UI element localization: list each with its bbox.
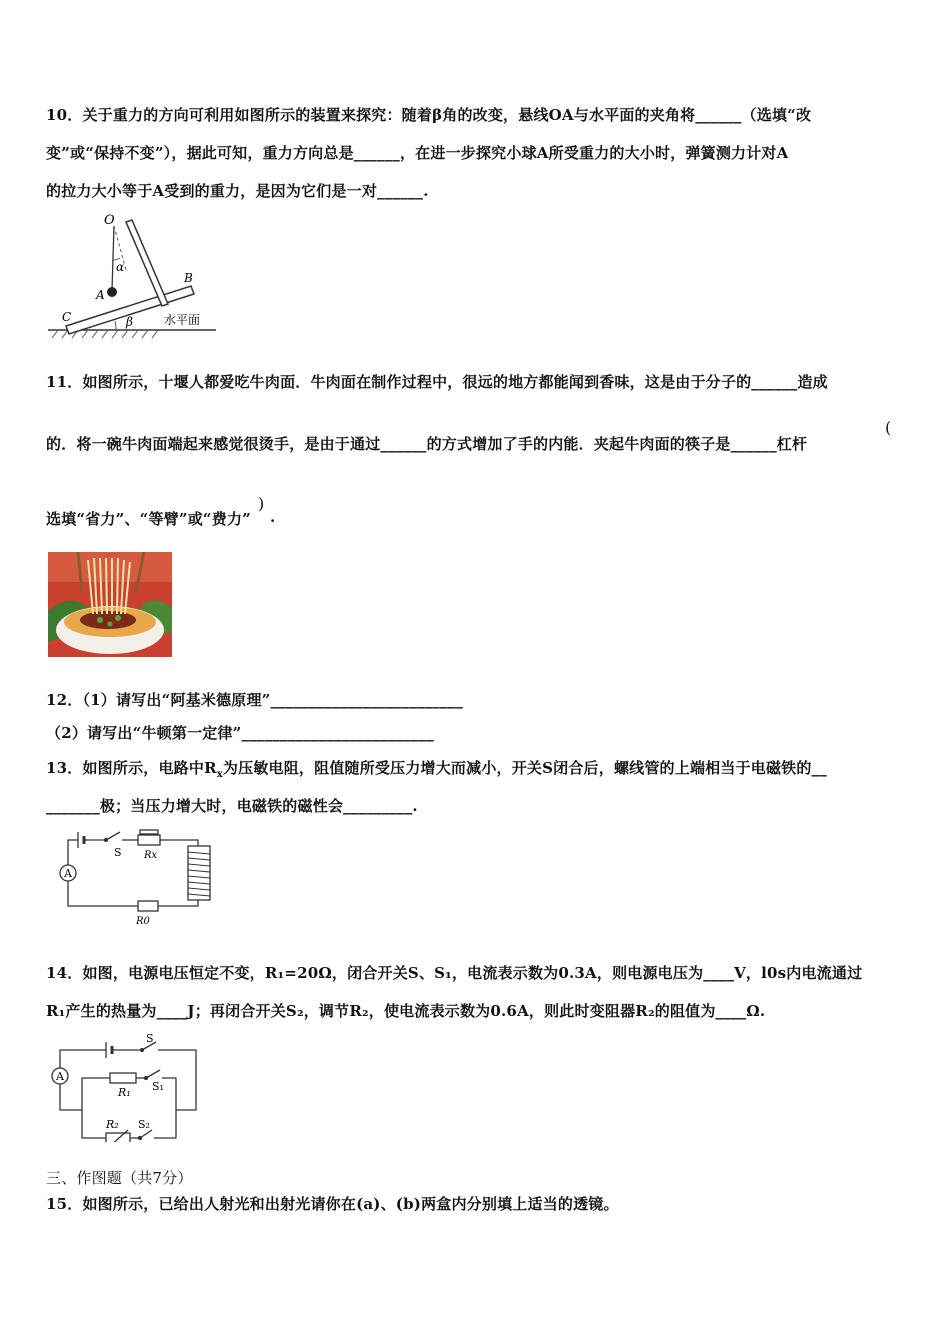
q13-line-2: _______极；当压力增大时，电磁铁的磁性会_________. bbox=[46, 797, 418, 815]
label-ground: 水平面 bbox=[164, 313, 201, 327]
q14-line-2: R₁产生的热量为____J；再闭合开关S₂，调节R₂，使电流表示数为0.6A，则此时变阻器R₂的阻值为____Ω. bbox=[46, 1002, 766, 1020]
q10-line-3: 的拉力大小等于A受到的重力，是因为它们是一对______. bbox=[46, 182, 429, 200]
q13-line-1-a: 13．如图所示，电路中R bbox=[46, 759, 217, 777]
q14-line-1: 14．如图，电源电压恒定不变，R₁=20Ω，闭合开关S、S₁，电流表示数为0.3A，则电源电压为____V，l0s内电流通过 bbox=[46, 964, 863, 982]
ammeter-label: A bbox=[56, 1070, 64, 1083]
parallel-circuit-figure bbox=[46, 1032, 206, 1142]
q11-line-2: 的．将一碗牛肉面端起来感觉很烫手，是由于通过______的方式增加了手的内能．夹起牛肉面的筷子是______杠杆 bbox=[46, 435, 808, 453]
q10-line-2: 变”或“保持不变”），据此可知，重力方向总是______，在进一步探究小球A所受重力的大小时，弹簧测力计对A bbox=[46, 144, 789, 162]
q11-dot: . bbox=[270, 508, 276, 526]
q15-line-1: 15．如图所示，已给出人射光和出射光请你在(a)、(b)两盒内分别填上适当的透镜。 bbox=[46, 1195, 619, 1213]
r0-label: R0 bbox=[136, 916, 150, 927]
beef-noodle-photo bbox=[48, 552, 172, 657]
r1-label: R₁ bbox=[118, 1086, 131, 1099]
label-O: O bbox=[104, 213, 115, 228]
q13-line-1 bbox=[46, 757, 827, 780]
label-C: C bbox=[62, 310, 72, 324]
q11-line-3: 选填“省力”、“等臂”或“费力” bbox=[46, 510, 251, 528]
switch-label: S bbox=[114, 846, 122, 859]
label-A: A bbox=[96, 288, 105, 302]
switch-s2-label: S₂ bbox=[138, 1118, 150, 1131]
ammeter-label: A bbox=[64, 867, 72, 880]
q12-line-1: 12．（1）请写出“阿基米德原理”_________________________ bbox=[46, 691, 463, 709]
q12-line-2: （2）请写出“牛顿第一定律”_________________________ bbox=[46, 724, 434, 742]
q13-line-1-b: 为压敏电阻，阻值随所受压力增大而减小，开关S闭合后，螺线管的上端相当于电磁铁的__ bbox=[222, 759, 827, 777]
section-3-title: 三、作图题（共7分） bbox=[46, 1169, 193, 1187]
q13-sub-x: x bbox=[216, 769, 223, 780]
label-alpha: α bbox=[116, 260, 125, 274]
q11-paren-open: ( bbox=[885, 418, 892, 437]
rx-label: Rx bbox=[144, 850, 158, 861]
electromagnet-circuit-figure bbox=[48, 828, 218, 928]
switch-s1-label: S₁ bbox=[152, 1080, 164, 1093]
switch-s-label: S bbox=[146, 1032, 154, 1045]
q10-line-1: 10．关于重力的方向可利用如图所示的装置来探究：随着β角的改变，悬线OA与水平面的夹角将______（选填“改 bbox=[46, 106, 812, 124]
q11-paren-close: ) bbox=[258, 494, 265, 513]
gravity-direction-figure bbox=[46, 208, 218, 343]
label-B: B bbox=[184, 271, 193, 285]
q11-line-1: 11．如图所示，十堰人都爱吃牛肉面．牛肉面在制作过程中，很远的地方都能闻到香味，这是由于分子的______造成 bbox=[46, 373, 828, 391]
r2-label: R₂ bbox=[106, 1118, 119, 1131]
label-beta: β bbox=[126, 315, 133, 329]
